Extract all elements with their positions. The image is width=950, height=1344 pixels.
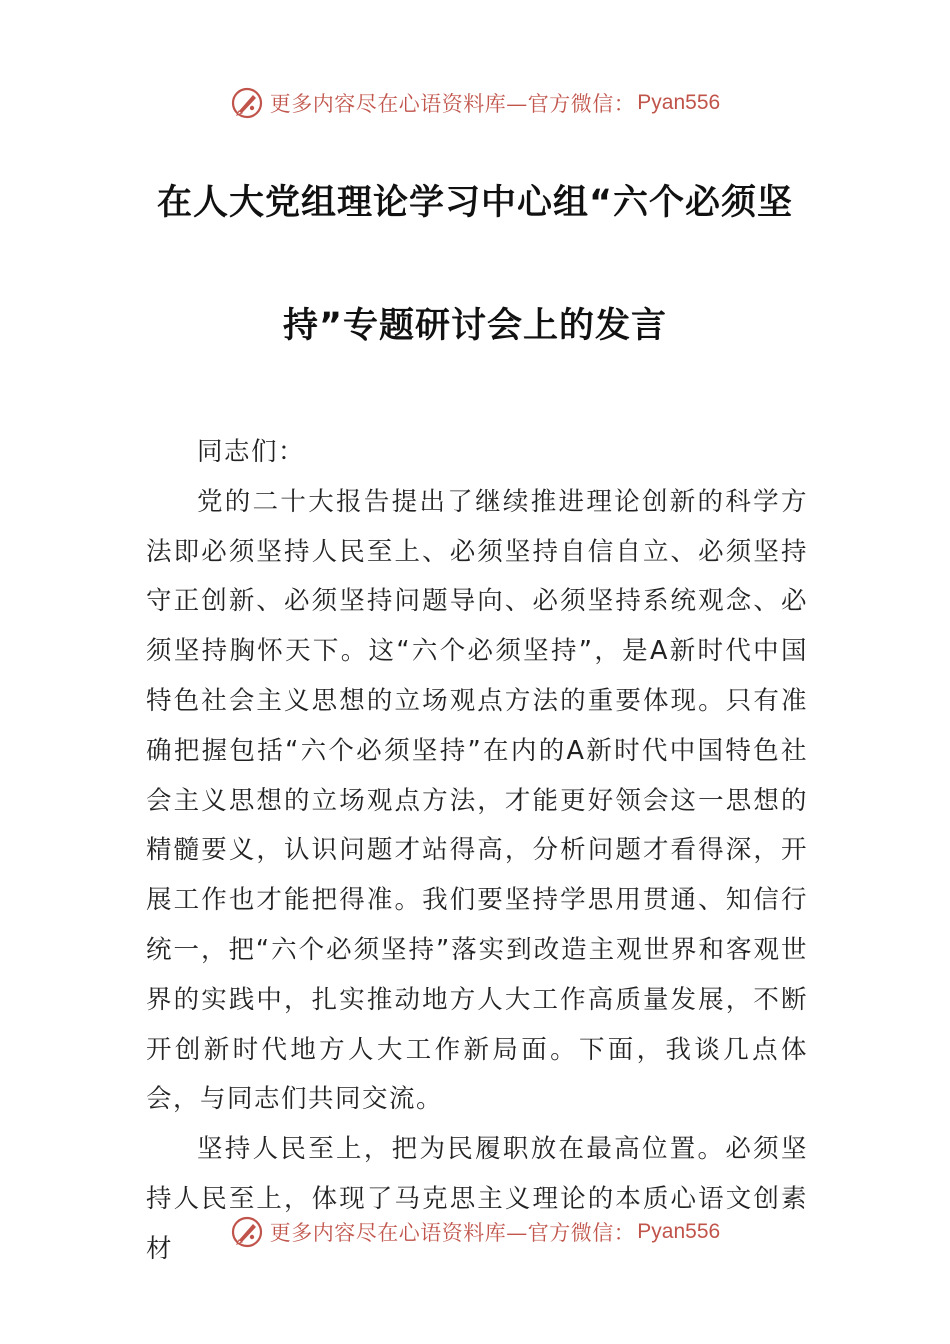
- pen-circle-logo-icon: [230, 1215, 264, 1249]
- document-body: [146, 428, 808, 1275]
- watermark-text: 更多内容尽在心语资料库—官方微信：: [269, 92, 636, 116]
- pen-circle-logo-icon: [230, 86, 264, 120]
- header-watermark: [0, 81, 950, 125]
- greeting: 同志们：: [197, 437, 306, 467]
- paragraph: 党的二十大报告提出了继续推进理论创新的科学方法即必须坚持人民至上、必须坚持自信自立、必须坚持守正创新、必须坚持问题导向、必须坚持系统观念、必须坚持胸怀天下。这“六个必须坚持”，是A新时代中国特色社会主义思想的立场观点方法的重要体现。只有准确把握包括“六个必须坚持”在内的A新时代中国特色社会主义思想的立场观点方法，才能更好领会这一思想的精髓要义，认识问题才站得高，分析问题才看得深，开展工作也才能把得准。我们要坚持学思用贯通、知信行统一，把“六个必须坚持”落实到改造主观世界和客观世界的实践中，扎实推动地方人大工作高质量发展，不断开创新时代地方人大工作新局面。下面，我谈几点体会，与同志们共同交流。: [146, 486, 808, 1115]
- watermark-wechat-id: Pyan556: [637, 1220, 721, 1243]
- watermark-wechat-id: Pyan556: [637, 91, 721, 114]
- watermark-text: 更多内容尽在心语资料库—官方微信：: [269, 1221, 636, 1245]
- document-title-line-2: 持”专题研讨会上的发言: [282, 306, 667, 346]
- footer-watermark: [0, 1210, 950, 1254]
- document-title-line-1: 在人大党组理论学习中心组“六个必须坚: [156, 183, 793, 223]
- paragraph: 坚持人民至上，把为民履职放在最高位置。必须坚持人民至上，体现了马克思主义理论的本质心语文创素材: [146, 1134, 808, 1264]
